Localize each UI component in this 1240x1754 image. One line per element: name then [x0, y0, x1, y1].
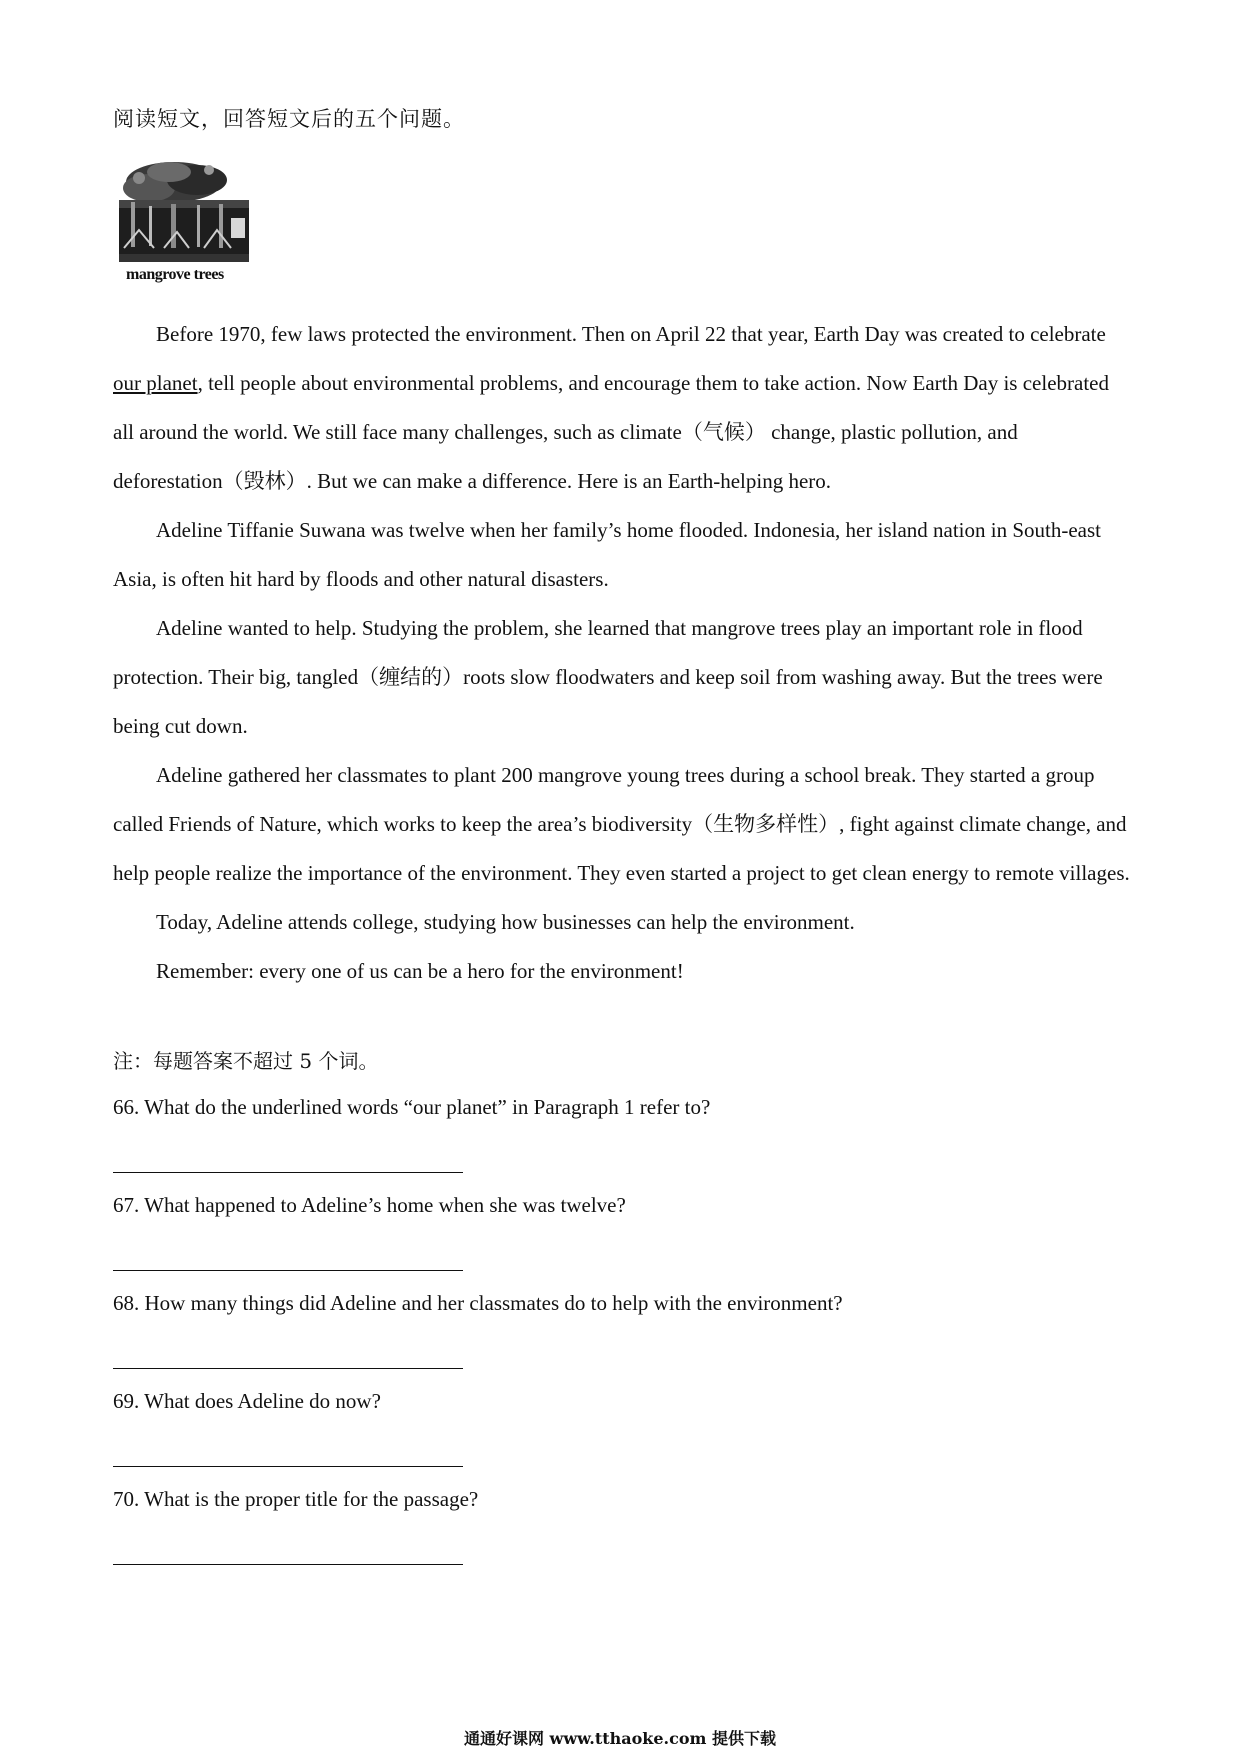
question-list: [113, 1092, 1131, 1582]
paragraph-3: Adeline wanted to help. Studying the problem, she learned that mangrove trees play an important role in flood protection. Their big, tangled（缠结的）roots slow floodwaters and keep soil from washing away. But the trees were being cut down.: [113, 616, 1103, 738]
answer-note: 注：每题答案不超过 5 个词。: [113, 1049, 379, 1073]
page-footer: 通通好课网 www.tthaoke.com 提供下载: [463, 1729, 777, 1748]
question-text: 68. How many things did Adeline and her classmates do to help with the environment?: [113, 1291, 843, 1315]
answer-line[interactable]: [113, 1466, 463, 1467]
instruction-text: 阅读短文，回答短文后的五个问题。: [113, 107, 465, 131]
paragraph-4: Adeline gathered her classmates to plant 200 mangrove young trees during a school break. They started a group called Friends of Nature, which works to keep the area’s biodiversity（生物多样性）, fight against climate change, and help people realize the importance of the environment. They even started a project to get clean energy to remote villages.: [113, 763, 1130, 885]
reading-passage: [113, 310, 1131, 996]
paragraph-5: Today, Adeline attends college, studying how businesses can help the environment.: [156, 910, 855, 934]
answer-line[interactable]: [113, 1172, 463, 1173]
question-70: [113, 1484, 1131, 1582]
question-text: 67. What happened to Adeline’s home when she was twelve?: [113, 1193, 626, 1217]
question-text: 70. What is the proper title for the passage?: [113, 1487, 479, 1511]
figure-caption: mangrove trees: [126, 266, 224, 283]
question-66: [113, 1092, 1131, 1190]
question-67: [113, 1190, 1131, 1288]
underlined-phrase: our planet: [113, 371, 198, 395]
paragraph-1: [113, 310, 1131, 506]
answer-line[interactable]: [113, 1564, 463, 1565]
answer-line[interactable]: [113, 1270, 463, 1271]
answer-line[interactable]: [113, 1368, 463, 1369]
question-text: 69. What does Adeline do now?: [113, 1389, 381, 1413]
question-68: [113, 1288, 1131, 1386]
paragraph-1-text-b: , tell people about environmental problems, and encourage them to take action. Now Earth Day is celebrated all around the world. We still face many challenges, such as climate（气候） change, plastic pollution, and deforestation（毁林）. But we can make a difference. Here is an Earth-helping hero.: [113, 371, 1109, 493]
paragraph-2: Adeline Tiffanie Suwana was twelve when her family’s home flooded. Indonesia, her island nation in South-east Asia, is often hit hard by floods and other natural disasters.: [113, 518, 1101, 591]
question-69: [113, 1386, 1131, 1484]
paragraph-1-text-a: Before 1970, few laws protected the environment. Then on April 22 that year, Earth Day was created to celebrate: [156, 322, 1106, 346]
question-text: 66. What do the underlined words “our planet” in Paragraph 1 refer to?: [113, 1095, 711, 1119]
paragraph-6: Remember: every one of us can be a hero for the environment!: [156, 959, 684, 983]
mangrove-photo: [119, 160, 249, 262]
